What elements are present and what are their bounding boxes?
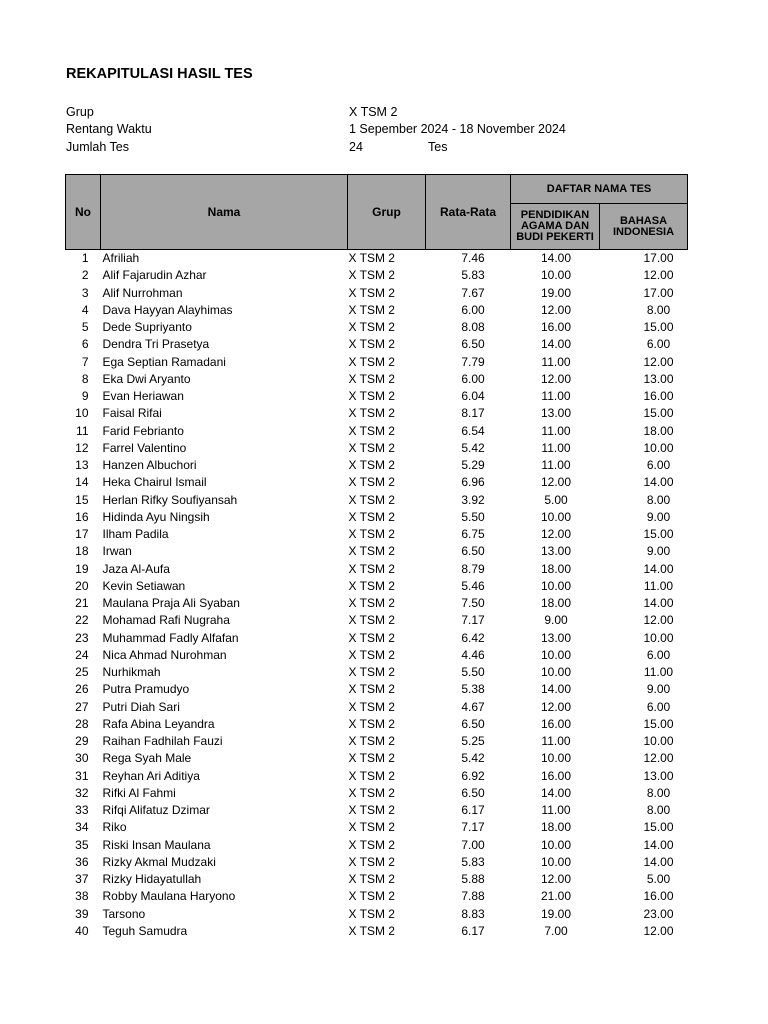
score-bahasa: 6.00 <box>646 647 671 662</box>
score-bahasa: 6.00 <box>646 699 671 714</box>
table-row <box>66 354 688 371</box>
table-row <box>66 319 688 336</box>
table-row <box>66 388 688 405</box>
meta-jumlah-value: 24 <box>349 140 363 154</box>
student-name: Dendra Tri Prasetya <box>102 337 210 352</box>
average-score: 6.00 <box>461 371 485 386</box>
score-bahasa: 18.00 <box>643 423 674 438</box>
table-row <box>66 750 688 767</box>
score-bahasa: 8.00 <box>646 492 671 507</box>
average-score: 4.46 <box>461 647 485 662</box>
student-name: Rizky Hidayatullah <box>102 872 202 887</box>
row-number: 26 <box>75 682 89 697</box>
student-name: Heka Chairul Ismail <box>102 475 207 490</box>
student-name: Putri Diah Sari <box>102 699 180 714</box>
average-score: 5.50 <box>461 665 485 680</box>
average-score: 6.50 <box>461 337 485 352</box>
score-agama: 5.00 <box>544 492 568 507</box>
row-number: 29 <box>75 734 89 749</box>
average-score: 8.79 <box>461 561 485 576</box>
score-bahasa: 14.00 <box>643 561 674 576</box>
average-score: 5.29 <box>461 458 485 473</box>
table-row <box>66 423 688 440</box>
student-name: Herlan Rifky Soufiyansah <box>102 492 238 507</box>
table-row <box>66 647 688 664</box>
student-group: X TSM 2 <box>348 268 395 283</box>
average-score: 5.42 <box>461 751 485 766</box>
student-group: X TSM 2 <box>348 665 395 680</box>
row-number: 11 <box>76 423 89 438</box>
student-name: Rifki Al Fahmi <box>102 785 176 800</box>
meta-rentang-label: Rentang Waktu <box>66 122 152 136</box>
average-score: 6.92 <box>461 768 485 783</box>
student-name: Raihan Fadhilah Fauzi <box>102 734 223 749</box>
table-row <box>66 371 688 388</box>
table-row <box>66 267 688 284</box>
row-number: 15 <box>75 492 89 507</box>
row-number: 38 <box>75 889 89 904</box>
row-number: 2 <box>81 268 89 283</box>
average-score: 6.17 <box>461 923 485 938</box>
meta-grup-label: Grup <box>66 105 94 119</box>
score-agama: 10.00 <box>540 268 572 283</box>
table-row <box>66 509 688 526</box>
score-agama: 18.00 <box>540 596 572 611</box>
table-row <box>66 716 688 733</box>
student-group: X TSM 2 <box>348 440 395 455</box>
student-name: Irwan <box>102 544 132 559</box>
student-group: X TSM 2 <box>348 716 395 731</box>
average-score: 8.83 <box>461 906 485 921</box>
row-number: 23 <box>75 630 89 645</box>
student-name: Reyhan Ari Aditiya <box>102 768 200 783</box>
student-name: Dede Supriyanto <box>102 320 192 335</box>
table-row <box>66 837 688 854</box>
student-name: Farid Febrianto <box>102 423 184 438</box>
row-number: 12 <box>75 440 89 455</box>
average-score: 5.83 <box>461 854 485 869</box>
score-agama: 14.00 <box>540 785 572 800</box>
student-group: X TSM 2 <box>348 734 395 749</box>
student-group: X TSM 2 <box>348 527 395 542</box>
average-score: 6.42 <box>461 630 485 645</box>
student-name: Ilham Padila <box>102 527 169 542</box>
row-number: 34 <box>75 820 89 835</box>
score-bahasa: 13.00 <box>643 371 674 386</box>
student-group: X TSM 2 <box>348 613 395 628</box>
table-row <box>66 474 688 491</box>
row-number: 24 <box>75 647 89 662</box>
score-agama: 10.00 <box>540 751 572 766</box>
page-title: REKAPITULASI HASIL TES <box>66 66 253 82</box>
score-agama: 16.00 <box>540 320 572 335</box>
score-agama: 10.00 <box>540 578 572 593</box>
average-score: 6.17 <box>461 803 485 818</box>
score-agama: 11.00 <box>541 354 571 369</box>
header-no: No <box>66 175 101 250</box>
student-group: X TSM 2 <box>348 820 395 835</box>
header-grup: Grup <box>348 175 426 250</box>
student-group: X TSM 2 <box>348 406 395 421</box>
table-row <box>66 595 688 612</box>
student-group: X TSM 2 <box>348 837 395 852</box>
score-bahasa: 14.00 <box>643 854 674 869</box>
average-score: 6.50 <box>461 544 485 559</box>
student-group: X TSM 2 <box>348 337 395 352</box>
score-agama: 13.00 <box>540 630 572 645</box>
student-group: X TSM 2 <box>348 803 395 818</box>
student-name: Rizky Akmal Mudzaki <box>102 854 216 869</box>
score-bahasa: 15.00 <box>643 320 674 335</box>
row-number: 18 <box>75 544 89 559</box>
row-number: 20 <box>75 578 89 593</box>
student-name: Kevin Setiawan <box>102 578 186 593</box>
table-row <box>66 250 688 268</box>
score-agama: 14.00 <box>540 337 572 352</box>
student-name: Farrel Valentino <box>102 440 187 455</box>
student-group: X TSM 2 <box>348 354 395 369</box>
score-agama: 18.00 <box>540 561 572 576</box>
student-group: X TSM 2 <box>348 854 395 869</box>
student-name: Rifqi Alifatuz Dzimar <box>102 803 210 818</box>
student-name: Evan Heriawan <box>102 389 184 404</box>
average-score: 5.46 <box>461 578 485 593</box>
score-agama: 16.00 <box>540 716 572 731</box>
score-agama: 9.00 <box>544 613 568 628</box>
row-number: 30 <box>75 751 89 766</box>
score-bahasa: 16.00 <box>643 389 674 404</box>
average-score: 5.38 <box>461 682 485 697</box>
student-name: Riko <box>102 820 127 835</box>
student-name: Hidinda Ayu Ningsih <box>102 509 210 524</box>
score-agama: 11.00 <box>541 458 571 473</box>
student-group: X TSM 2 <box>348 389 395 404</box>
average-score: 7.17 <box>461 820 485 835</box>
average-score: 8.08 <box>461 320 485 335</box>
row-number: 9 <box>81 389 89 404</box>
meta-jumlah-label: Jumlah Tes <box>66 140 129 154</box>
average-score: 6.50 <box>461 716 485 731</box>
row-number: 3 <box>81 285 89 300</box>
score-agama: 10.00 <box>540 647 572 662</box>
header-nama: Nama <box>101 175 348 250</box>
average-score: 7.50 <box>461 596 485 611</box>
student-group: X TSM 2 <box>348 785 395 800</box>
row-number: 32 <box>75 785 89 800</box>
table-row <box>66 440 688 457</box>
score-agama: 11.00 <box>541 734 571 749</box>
score-agama: 12.00 <box>540 872 572 887</box>
row-number: 33 <box>75 803 89 818</box>
row-number: 28 <box>75 716 89 731</box>
student-group: X TSM 2 <box>348 889 395 904</box>
student-group: X TSM 2 <box>348 630 395 645</box>
score-bahasa: 15.00 <box>643 527 674 542</box>
table-row <box>66 681 688 698</box>
student-group: X TSM 2 <box>348 578 395 593</box>
score-bahasa: 8.00 <box>646 302 671 317</box>
student-name: Jaza Al-Aufa <box>102 561 170 576</box>
score-bahasa: 10.00 <box>643 630 674 645</box>
table-row <box>66 302 688 319</box>
average-score: 5.50 <box>461 509 485 524</box>
table-row <box>66 578 688 595</box>
table-row <box>66 543 688 560</box>
score-agama: 11.00 <box>541 389 571 404</box>
average-score: 5.42 <box>461 440 485 455</box>
score-bahasa: 8.00 <box>646 803 671 818</box>
average-score: 6.04 <box>461 389 485 404</box>
student-group: X TSM 2 <box>348 251 395 266</box>
student-name: Eka Dwi Aryanto <box>102 371 191 386</box>
student-group: X TSM 2 <box>348 872 395 887</box>
student-group: X TSM 2 <box>348 320 395 335</box>
student-group: X TSM 2 <box>348 458 395 473</box>
student-group: X TSM 2 <box>348 371 395 386</box>
table-row <box>66 871 688 888</box>
score-agama: 11.00 <box>541 423 571 438</box>
score-agama: 11.00 <box>541 440 571 455</box>
score-bahasa: 15.00 <box>643 820 674 835</box>
table-row <box>66 526 688 543</box>
average-score: 5.83 <box>461 268 485 283</box>
row-number: 14 <box>75 475 89 490</box>
row-number: 19 <box>75 561 89 576</box>
student-group: X TSM 2 <box>348 509 395 524</box>
row-number: 25 <box>75 665 89 680</box>
student-group: X TSM 2 <box>348 596 395 611</box>
score-agama: 12.00 <box>540 699 572 714</box>
score-bahasa: 5.00 <box>646 872 671 887</box>
score-bahasa: 13.00 <box>643 768 674 783</box>
score-bahasa: 11.00 <box>643 665 674 680</box>
row-number: 37 <box>75 872 89 887</box>
average-score: 8.17 <box>461 406 485 421</box>
student-name: Nica Ahmad Nurohman <box>102 647 227 662</box>
score-agama: 7.00 <box>544 923 568 938</box>
score-bahasa: 17.00 <box>643 285 674 300</box>
average-score: 6.54 <box>461 423 485 438</box>
table-row <box>66 492 688 509</box>
score-bahasa: 9.00 <box>646 682 671 697</box>
score-bahasa: 8.00 <box>646 785 671 800</box>
score-bahasa: 11.00 <box>643 578 674 593</box>
score-agama: 13.00 <box>540 406 572 421</box>
score-bahasa: 10.00 <box>643 734 674 749</box>
score-bahasa: 6.00 <box>646 337 671 352</box>
score-bahasa: 12.00 <box>643 923 674 938</box>
score-agama: 21.00 <box>540 889 572 904</box>
student-group: X TSM 2 <box>348 544 395 559</box>
table-row <box>66 336 688 353</box>
student-group: X TSM 2 <box>348 906 395 921</box>
row-number: 21 <box>75 596 89 611</box>
score-agama: 16.00 <box>540 768 572 783</box>
student-name: Ega Septian Ramadani <box>102 354 226 369</box>
student-name: Putra Pramudyo <box>102 682 190 697</box>
average-score: 7.46 <box>461 251 485 266</box>
score-agama: 18.00 <box>540 820 572 835</box>
average-score: 7.00 <box>461 837 485 852</box>
row-number: 4 <box>81 302 89 317</box>
student-name: Nurhikmah <box>102 665 161 680</box>
student-name: Afriliah <box>102 251 140 266</box>
meta-grup-value: X TSM 2 <box>349 105 398 119</box>
average-score: 7.17 <box>461 613 485 628</box>
table-header <box>66 175 688 250</box>
average-score: 6.50 <box>461 785 485 800</box>
table-row <box>66 854 688 871</box>
table-body <box>66 250 688 941</box>
table-row <box>66 457 688 474</box>
student-name: Faisal Rifai <box>102 406 162 421</box>
score-agama: 10.00 <box>540 509 572 524</box>
table-row <box>66 664 688 681</box>
student-name: Rafa Abina Leyandra <box>102 716 215 731</box>
row-number: 40 <box>75 923 89 938</box>
student-group: X TSM 2 <box>348 475 395 490</box>
average-score: 5.88 <box>461 872 485 887</box>
score-agama: 19.00 <box>540 285 572 300</box>
score-bahasa: 14.00 <box>643 837 674 852</box>
row-number: 27 <box>75 699 89 714</box>
row-number: 35 <box>75 837 89 852</box>
student-name: Teguh Samudra <box>102 923 188 938</box>
table-row <box>66 785 688 802</box>
student-group: X TSM 2 <box>348 647 395 662</box>
row-number: 7 <box>81 354 89 369</box>
student-group: X TSM 2 <box>348 492 395 507</box>
row-number: 10 <box>75 406 89 421</box>
row-number: 1 <box>81 251 89 266</box>
student-group: X TSM 2 <box>348 699 395 714</box>
score-agama: 12.00 <box>540 371 572 386</box>
table-row <box>66 612 688 629</box>
table-row <box>66 888 688 905</box>
score-bahasa: 15.00 <box>643 406 674 421</box>
row-number: 36 <box>75 854 89 869</box>
row-number: 16 <box>75 509 89 524</box>
results-table <box>65 174 688 940</box>
student-group: X TSM 2 <box>348 768 395 783</box>
average-score: 3.92 <box>461 492 485 507</box>
score-bahasa: 12.00 <box>643 354 674 369</box>
score-bahasa: 12.00 <box>643 268 674 283</box>
score-agama: 14.00 <box>540 251 572 266</box>
header-subject-bahasa: BAHASA INDONESIA <box>600 204 688 250</box>
table-row <box>66 768 688 785</box>
header-daftar-nama-tes: DAFTAR NAMA TES <box>511 175 688 204</box>
score-agama: 10.00 <box>540 854 572 869</box>
score-bahasa: 9.00 <box>646 544 671 559</box>
row-number: 8 <box>81 371 89 386</box>
table-row <box>66 819 688 836</box>
row-number: 5 <box>81 320 89 335</box>
student-name: Dava Hayyan Alayhimas <box>102 302 233 317</box>
table-row <box>66 906 688 923</box>
average-score: 4.67 <box>461 699 485 714</box>
score-bahasa: 14.00 <box>643 596 674 611</box>
score-bahasa: 16.00 <box>643 889 674 904</box>
score-bahasa: 14.00 <box>643 475 674 490</box>
table-row <box>66 923 688 940</box>
score-agama: 12.00 <box>540 527 572 542</box>
average-score: 7.79 <box>461 354 485 369</box>
score-agama: 12.00 <box>540 302 572 317</box>
row-number: 39 <box>75 906 89 921</box>
average-score: 6.96 <box>461 475 485 490</box>
row-number: 13 <box>75 458 89 473</box>
meta-rentang-value: 1 Sepember 2024 - 18 November 2024 <box>349 122 566 136</box>
score-bahasa: 6.00 <box>646 458 671 473</box>
table-row <box>66 733 688 750</box>
table-row <box>66 405 688 422</box>
student-name: Tarsono <box>102 906 146 921</box>
score-bahasa: 10.00 <box>643 440 674 455</box>
student-name: Mohamad Rafi Nugraha <box>102 613 230 628</box>
score-agama: 11.00 <box>541 803 571 818</box>
student-group: X TSM 2 <box>348 923 395 938</box>
student-group: X TSM 2 <box>348 302 395 317</box>
table-row <box>66 699 688 716</box>
score-agama: 14.00 <box>540 682 572 697</box>
student-name: Alif Nurrohman <box>102 285 183 300</box>
student-name: Rega Syah Male <box>102 751 192 766</box>
row-number: 6 <box>81 337 89 352</box>
meta-jumlah-unit: Tes <box>428 140 448 154</box>
student-group: X TSM 2 <box>348 682 395 697</box>
score-agama: 10.00 <box>540 837 572 852</box>
score-bahasa: 17.00 <box>643 251 674 266</box>
score-bahasa: 12.00 <box>643 751 674 766</box>
average-score: 6.00 <box>461 302 485 317</box>
student-group: X TSM 2 <box>348 423 395 438</box>
student-group: X TSM 2 <box>348 285 395 300</box>
student-name: Alif Fajarudin Azhar <box>102 268 207 283</box>
student-name: Robby Maulana Haryono <box>102 889 236 904</box>
row-number: 22 <box>75 613 89 628</box>
score-agama: 13.00 <box>540 544 572 559</box>
average-score: 7.67 <box>461 285 485 300</box>
row-number: 17 <box>75 527 89 542</box>
student-name: Hanzen Albuchori <box>102 458 197 473</box>
table-row <box>66 630 688 647</box>
score-bahasa: 12.00 <box>643 613 674 628</box>
header-subject-agama: PENDIDIKAN AGAMA DAN BUDI PEKERTI <box>511 204 600 250</box>
score-bahasa: 15.00 <box>643 716 674 731</box>
score-agama: 19.00 <box>540 906 572 921</box>
table-row <box>66 285 688 302</box>
score-bahasa: 23.00 <box>643 906 674 921</box>
student-name: Muhammad Fadly Alfafan <box>102 630 239 645</box>
student-name: Riski Insan Maulana <box>102 837 211 852</box>
student-group: X TSM 2 <box>348 561 395 576</box>
student-group: X TSM 2 <box>348 751 395 766</box>
average-score: 7.88 <box>461 889 485 904</box>
student-name: Maulana Praja Ali Syaban <box>102 596 240 611</box>
header-rata-rata: Rata-Rata <box>426 175 511 250</box>
average-score: 5.25 <box>461 734 485 749</box>
score-agama: 12.00 <box>540 475 572 490</box>
table-row <box>66 561 688 578</box>
average-score: 6.75 <box>461 527 485 542</box>
score-bahasa: 9.00 <box>646 509 671 524</box>
row-number: 31 <box>75 768 89 783</box>
score-agama: 10.00 <box>540 665 572 680</box>
table-row <box>66 802 688 819</box>
